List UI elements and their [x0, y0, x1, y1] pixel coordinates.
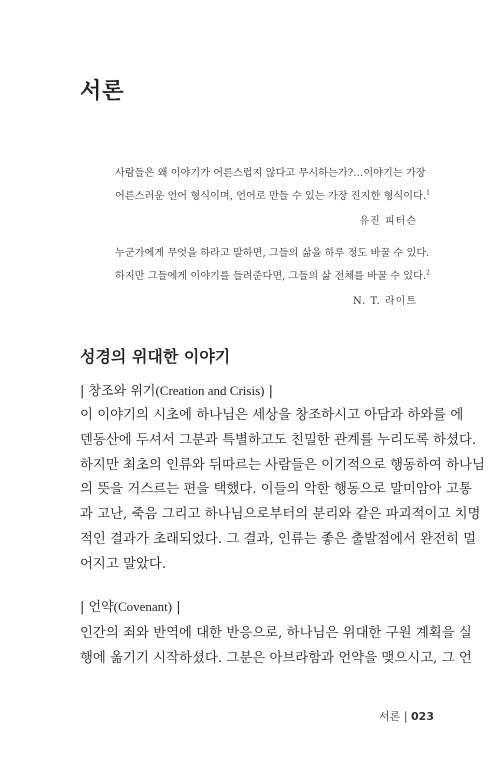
paragraph-line: 행에 옮기기 시작하셨다. 그분은 아브라함과 언약을 맺으시고, 그 언: [80, 650, 472, 666]
paragraph-covenant: [80, 622, 472, 672]
footnote-marker: 1: [426, 189, 430, 197]
epigraph-line: 누군가에게 무엇을 하라고 말하면, 그들의 삶을 하루 정도 바꿀 수 있다.: [115, 248, 430, 259]
epigraph-attribution: 유진 피터슨: [359, 216, 417, 227]
paragraph-line: 인간의 죄와 반역에 대한 반응으로, 하나님은 위대한 구원 계획을 실: [80, 626, 472, 641]
footer-separator: |: [403, 710, 408, 723]
paragraph-line: 어지고 말았다.: [80, 556, 167, 572]
subsection-heading-bar: |: [264, 384, 273, 399]
footnote-marker: 2: [426, 269, 430, 277]
epigraph-line: 사람들은 왜 이야기가 어른스럽지 않다고 무시하는가?…이야기는 가장: [115, 168, 426, 179]
chapter-title: 서론: [80, 78, 125, 104]
epigraph-peterson: [115, 162, 430, 233]
epigraph-line: [115, 265, 430, 288]
paragraph-line: 덴동산에 두셔서 그분과 특별하고도 친밀한 관계를 누리도록 하셨다.: [80, 432, 477, 448]
subsection-heading-korean: | 언약: [80, 600, 114, 615]
running-section-title: 서론: [379, 710, 401, 723]
epigraph-attribution: N. T. 라이트: [352, 296, 417, 307]
paragraph-line: 적인 결과가 초래되었다. 그 결과, 인류는 좋은 출발점에서 완전히 멀: [80, 531, 477, 547]
epigraph-line-text: 하지만 그들에게 이야기를 들려준다면, 그들의 삶 전체를 바꿀 수 있다.: [115, 271, 427, 282]
section-heading: 성경의 위대한 이야기: [80, 347, 231, 366]
subsection-heading-english: (Creation and Crisis): [155, 383, 265, 398]
paragraph-line: 이 이야기의 시초에 하나님은 세상을 창조하시고 아담과 하와를 에: [80, 408, 464, 423]
epigraph-line: [115, 185, 430, 208]
paragraph-line: 하지만 최초의 인류와 뒤따르는 사람들은 이기적으로 행동하여 하나님: [80, 457, 485, 473]
subsection-heading-bar: |: [172, 600, 181, 615]
epigraph-wright: [115, 242, 430, 313]
subsection-heading-creation: [80, 380, 273, 399]
epigraph-line-text: 어른스러운 언어 형식이며, 언어로 만들 수 있는 가장 진지한 형식이다.: [115, 191, 427, 202]
paragraph-line: 의 뜻을 거스르는 편을 택했다. 이들의 악한 행동으로 말미암아 고통: [80, 482, 472, 498]
page-number: 023: [411, 710, 434, 723]
paragraph-line: 과 고난, 죽음 그리고 하나님으로부터의 분리와 같은 파괴적이고 치명: [80, 507, 481, 523]
subsection-heading-korean: | 창조와 위기: [80, 384, 156, 399]
paragraph-creation: [80, 404, 485, 578]
subsection-heading-covenant: [80, 596, 181, 615]
subsection-heading-english: (Covenant): [113, 599, 173, 614]
page-footer: [379, 708, 434, 724]
